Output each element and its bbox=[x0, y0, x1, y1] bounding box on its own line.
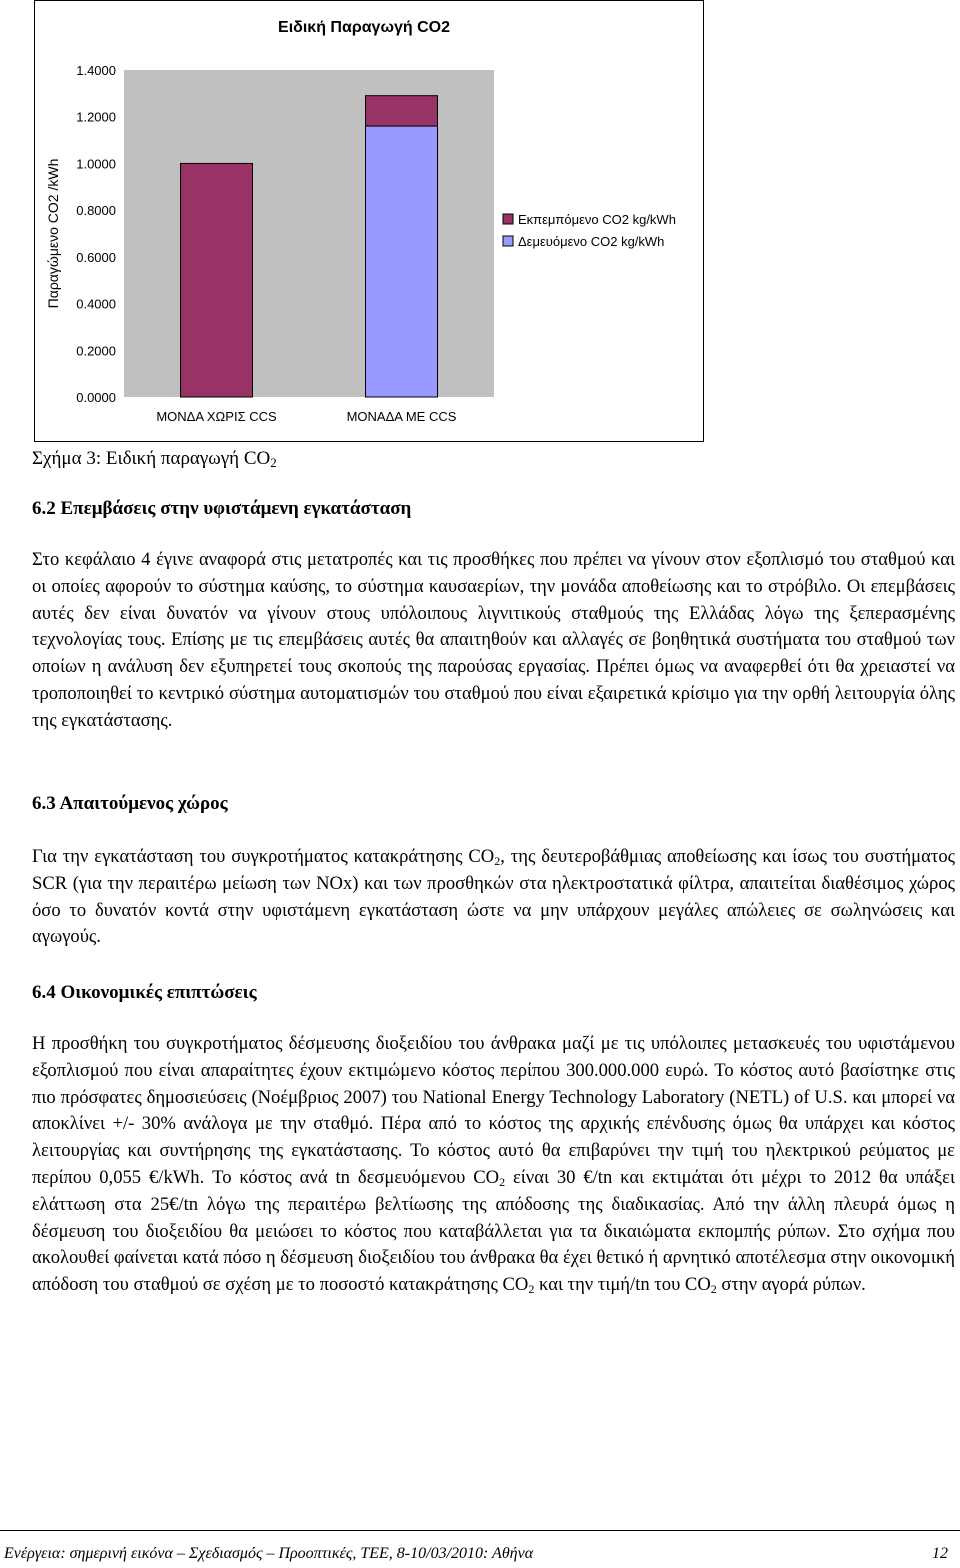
x-category-label: ΜΟΝΔΑ ΧΩΡΙΣ CCS bbox=[156, 409, 277, 424]
y-axis-label: Παραγώμενο CO2 /kWh bbox=[45, 158, 61, 309]
section-6-4-heading: 6.4 Οικονομικές επιπτώσεις bbox=[32, 982, 257, 1003]
y-tick-label: 1.4000 bbox=[76, 63, 116, 78]
y-tick-label: 0.2000 bbox=[76, 343, 116, 359]
subscript: 2 bbox=[710, 1282, 717, 1297]
section-6-4-text-part: και την τιμή/tn του CO bbox=[534, 1274, 711, 1296]
section-6-3-text bbox=[32, 844, 955, 951]
figure-caption bbox=[32, 448, 277, 470]
plot-area bbox=[124, 70, 494, 397]
y-tick-label: 0.0000 bbox=[76, 390, 116, 405]
section-6-4-text-part: Η προσθήκη του συγκροτήματος δέσμευσης διοξειδίου του άνθρακα μαζί με τις υπόλοιπες μετασκευές του υφιστάμενου εξοπλισμού που είναι απαραίτητες έχουν εκτιμώμενο κόστος περίπου 300.000.000 ευρώ. Το κόστος αυτό βασίστηκε στις πιο πρόσφατες δημοσιεύσεις (Νοέμβριος 2007) του National Energy Technology Laboratory (NETL) of U.S. και μπορεί να αποκλίνει +/- 30% ανάλογα με την σταθμό. Πέρα από το κόστος της αρχικής επένδυσης όμως θα υπάρχει και κόστος λειτουργίας και συντήρησης της εγκατάστασης. Το κόστος αυτό θα επιβαρύνει την τιμή του ηλεκτρικού ρεύματος με περίπου 0,055 €/kWh. Το κόστος ανά tn δεσμευόμενου CO bbox=[32, 1033, 955, 1188]
chart-title: Ειδική Παραγωγή CO2 bbox=[278, 19, 450, 36]
co2-chart bbox=[34, 0, 704, 442]
y-tick-label: 1.2000 bbox=[76, 109, 116, 125]
section-6-3-heading: 6.3 Απαιτούμενος χώρος bbox=[32, 793, 228, 814]
subscript: 2 bbox=[494, 854, 501, 868]
legend-label: Δεμευόμενο CO2 kg/kWh bbox=[518, 234, 665, 249]
chart-area bbox=[34, 0, 704, 442]
section-6-3-text-part: , της δευτεροβάθμιας αποθείωσης και ίσως του συστήματος SCR (για την περαιτέρω μείωση των NOx) και των προσθηκών στα ηλεκτροστατικά φίλτρα, απαιτείται διαθέσιμος χώρος όσο το δυνατόν κοντά στην υφιστάμενη εγκατάσταση ώστε να μην υπάρχουν μεγάλες απώλειες σε σωληνώσεις και αγωγούς. bbox=[32, 846, 955, 948]
legend-swatch bbox=[503, 236, 513, 246]
bar-segment bbox=[366, 96, 438, 126]
section-6-4-text bbox=[32, 1031, 955, 1299]
y-tick-label: 0.8000 bbox=[76, 203, 116, 219]
legend-swatch bbox=[503, 214, 513, 224]
x-category-label: ΜΟΝΑΔΑ ΜΕ CCS bbox=[346, 409, 457, 424]
section-6-3-text-part: Για την εγκατάσταση του συγκροτήματος κατακράτησης CO bbox=[32, 846, 495, 867]
legend-label: Εκπεμπόμενο CO2 kg/kWh bbox=[518, 212, 676, 227]
section-6-2-heading: 6.2 Επεμβάσεις στην υφιστάμενη εγκατάσταση bbox=[32, 498, 412, 519]
figure-caption-text: Σχήμα 3: Ειδική παραγωγή CO bbox=[32, 448, 271, 469]
figure-caption-sub: 2 bbox=[270, 455, 277, 470]
bar-segment bbox=[366, 126, 438, 397]
subscript: 2 bbox=[499, 1174, 506, 1189]
section-6-4-text-part: είναι 30 €/tn και εκτιμάται ότι μέχρι το 2012 θα υπάξει ελάττωση στα 25€/tn λόγω της περαιτέρω βελτίωσης της απόδοσης της διαδικασίας. Από την άλλη πλευρά όμως η δέσμευση του διοξειδίου θα μειώσει το κόστος που καταβάλλεται για τα δικαιώματα εκπομπής ρύπων. Στο σχήμα που ακολουθεί φαίνεται κατά πόσο η δέσμευση διοξειδίου του άνθρακα θα έχει θετικό ή αρνητικό αποτέλεσμα στην οικονομική απόδοση του σταθμού σε σχέση με το ποσοστό κατακράτησης CO bbox=[32, 1166, 955, 1296]
y-tick-label: 1.0000 bbox=[76, 156, 116, 172]
subscript: 2 bbox=[528, 1282, 535, 1297]
section-6-4-text-part: στην αγορά ρύπων. bbox=[716, 1274, 866, 1296]
page-number: 12 bbox=[932, 1545, 948, 1562]
section-6-2-text: Στο κεφάλαιο 4 έγινε αναφορά στις μετατροπές και τις προσθήκες που πρέπει να γίνουν στον εξοπλισμό του σταθμού και οι οποίες αφορούν το σύστημα καύσης, το σύστημα καυσαερίων, την μονάδα αποθείωσης και το στρόβιλο. Οι επεμβάσεις αυτές δεν είναι δυνατόν να γίνουν στους υπόλοιπους λιγνιτικούς σταθμούς της Ελλάδας λόγω της ξεπερασμένης τεχνολογίας τους. Επίσης με τις επεμβάσεις αυτές θα απαιτηθούν και αλλαγές σε βοηθητικά συστήματα του σταθμού των οποίων η ανάλυση δεν εξυπηρετεί τους σκοπούς της παρούσας εργασίας. Πρέπει όμως να αναφερθεί ότι θα χρειαστεί να τροποποιηθεί το κεντρικό σύστημα αυτοματισμών του σταθμού που είναι εξαιρετικά κρίσιμο για την ορθή λειτουργία όλης της εγκατάστασης. bbox=[32, 549, 955, 731]
footer-rule bbox=[0, 1530, 960, 1531]
footer-text: Ενέργεια: σημερινή εικόνα – Σχεδιασμός – Προοπτικές, ΤΕΕ, 8-10/03/2010: Αθήνα bbox=[4, 1545, 534, 1562]
bar-segment bbox=[181, 163, 253, 397]
y-tick-label: 0.4000 bbox=[76, 296, 116, 312]
y-tick-label: 0.6000 bbox=[76, 249, 116, 265]
